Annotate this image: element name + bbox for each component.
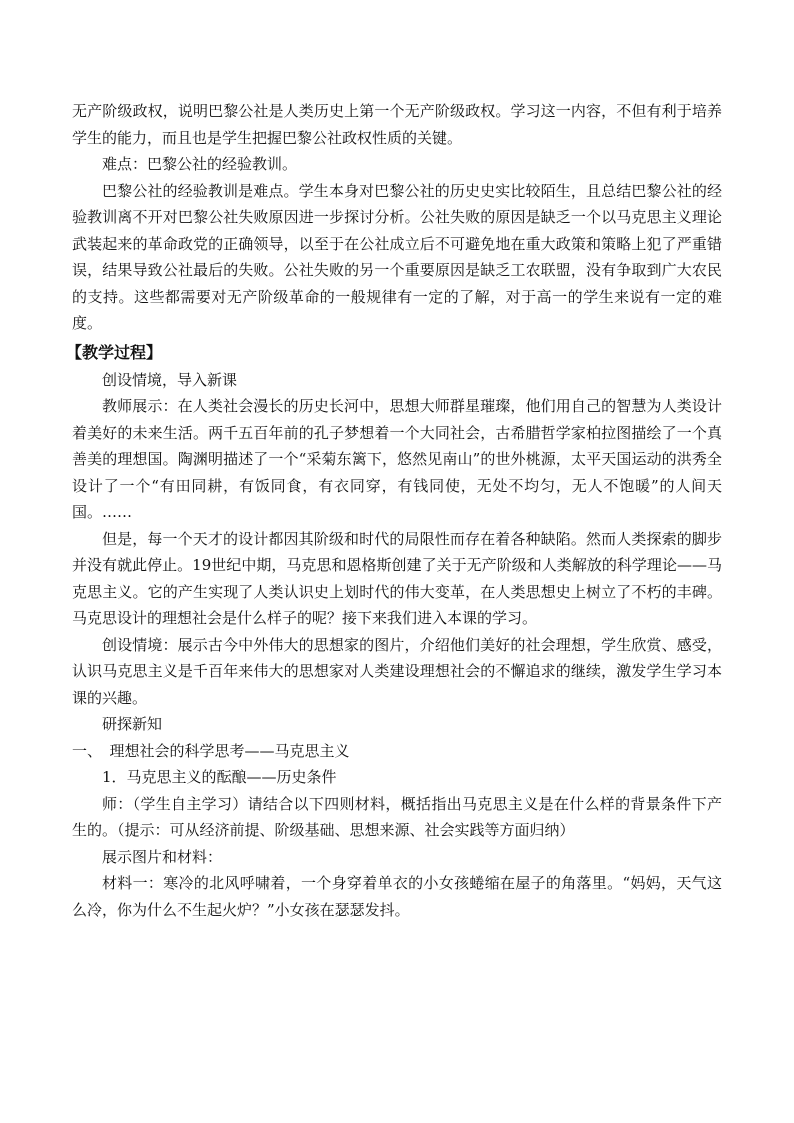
paragraph-however: 但是，每一个天才的设计都因其阶级和时代的局限性而存在着各种缺陷。然而人类探索的脚步并没有就此停止。19世纪中期，马克思和恩格斯创建了关于无产阶级和人类解放的科学理论——马克思主义。它的产生实现了人类认识史上划时代的伟大变革，在人类思想史上树立了不朽的丰碑。马克思设计的理想社会是什么样子的呢？接下来我们进入本课的学习。 — [72, 529, 722, 627]
paragraph-key-point-explanation: 无产阶级政权，说明巴黎公社是人类历史上第一个无产阶级政权。学习这一内容，不但有利于培养学生的能力，而且也是学生把握巴黎公社政权性质的关键。 — [72, 102, 722, 147]
section-heading-teaching-process: 【教学过程】 — [66, 342, 163, 362]
subsection-one-title: 1．马克思主义的酝酿——历史条件 — [102, 768, 337, 786]
paragraph-intro-title: 创设情境，导入新课 — [102, 370, 238, 389]
paragraph-difficulty-explanation: 巴黎公社的经验教训是难点。学生本身对巴黎公社的历史史实比较陌生，且总结巴黎公社的经验教训离不开对巴黎公社失败原因进一步探讨分析。公社失败的原因是缺乏一个以马克思主义理论武装起来的革命政党的正确领导，以至于在公社成立后不可避免地在重大政策和策略上犯了严重错误，结果导致公社最后的失败。公社失败的另一个重要原因是缺乏工农联盟，没有争取到广大农民的支持。这些都需要对无产阶级革命的一般规律有一定的了解，对于高一的学生来说有一定的难度。 — [72, 181, 722, 332]
paragraph-difficulty-title: 难点：巴黎公社的经验教训。 — [102, 155, 298, 173]
document-page — [66, 98, 722, 923]
paragraph-teacher-display: 教师展示：在人类社会漫长的历史长河中，思想大师群星璀璨，他们用自己的智慧为人类设计着美好的未来生活。两千五百年前的孔子梦想着一个大同社会，古希腊哲学家柏拉图描绘了一个真善美的理想国。陶渊明描述了一个“采菊东篱下，悠然见南山”的世外桃源，太平天国运动的洪秀全设计了一个“有田同耕，有饭同食，有衣同穿，有钱同使，无处不均匀，无人不饱暖”的人间天国。…… — [72, 397, 722, 521]
section-one-title: 一、 理想社会的科学思考——马克思主义 — [72, 741, 350, 760]
paragraph-show-materials: 展示图片和材料： — [102, 847, 223, 866]
paragraph-research-title: 研探新知 — [102, 715, 163, 733]
paragraph-material-one: 材料一：寒冷的北风呼啸着，一个身穿着单衣的小女孩蜷缩在屋子的角落里。“妈妈，天气这么冷，你为什么不生起火炉？”小女孩在瑟瑟发抖。 — [72, 874, 722, 919]
paragraph-teacher-question: 师：（学生自主学习）请结合以下四则材料，概括指出马克思主义是在什么样的背景条件下产生的。（提示：可从经济前提、阶级基础、思想来源、社会实践等方面归纳） — [72, 794, 722, 839]
paragraph-scenario: 创设情境：展示古今中外伟大的思想家的图片，介绍他们美好的社会理想，学生欣赏、感受，认识马克思主义是千百年来伟大的思想家对人类建设理想社会的不懈追求的继续，激发学生学习本课的兴趣。 — [72, 635, 722, 707]
